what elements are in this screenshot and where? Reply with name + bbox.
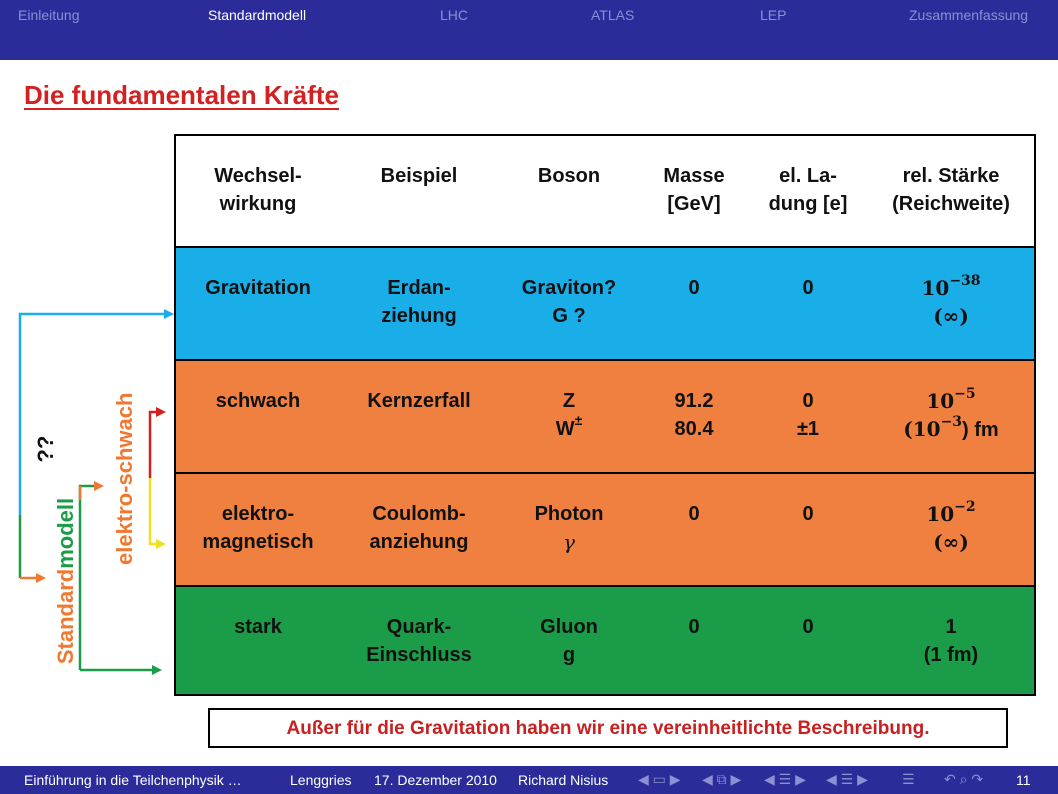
summary-note-box: [208, 708, 1008, 748]
standard-bracket-line: [80, 486, 98, 670]
header-boson: Boson: [537, 165, 601, 187]
arrow-head-standard: [36, 573, 46, 583]
nav-item-standardmodell[interactable]: Standardmodell: [208, 7, 307, 23]
nav-item-lep[interactable]: LEP: [760, 7, 787, 23]
header-example: Beispiel: [380, 165, 458, 187]
arrow-head-strong: [152, 665, 162, 675]
footer-author: Richard Nisius: [518, 772, 609, 788]
table-row-gravitation: Gravitation Erdan- ziehung Graviton? G ? 0 0 $10^{-38}$ (∞): [176, 248, 1034, 361]
nav-prev-subsection-icon[interactable]: ◀ ⧉ ▶: [702, 771, 742, 787]
footer-course: Einführung in die Teilchenphysik …: [24, 772, 242, 788]
nav-item-atlas[interactable]: ATLAS: [591, 7, 635, 23]
forces-table: [174, 134, 1036, 696]
electroweak-bracket-line: [150, 412, 158, 478]
force-grouping-arrows: [0, 300, 180, 690]
electroweak-label: elektro-schwach: [112, 392, 137, 565]
standard-model-label: Standardmodell: [53, 497, 78, 665]
arrow-head-electroweak: [94, 481, 104, 491]
arrow-head-em: [156, 539, 166, 549]
nav-prev-section-icon[interactable]: ◀ ☰ ▶: [764, 771, 806, 787]
nav-prev-frame-icon[interactable]: ◀ ▭ ▶: [638, 771, 681, 787]
nav-item-zusammenfassung[interactable]: Zusammenfassung: [909, 7, 1029, 23]
header-interaction: Wechsel- wirkung: [214, 165, 302, 215]
summary-note-text: Außer für die Gravitation haben wir eine vereinheitlichte Beschreibung.: [286, 718, 930, 739]
slide-title: Die fundamentalen Kräfte: [24, 80, 339, 110]
top-navigation: [0, 0, 1058, 60]
header-strength: rel. Stärke (Reichweite): [892, 165, 1010, 215]
nav-item-lhc[interactable]: LHC: [440, 7, 469, 23]
nav-section-icon[interactable]: ◀ ☰ ▶: [826, 771, 868, 787]
footer-date: 17. Dezember 2010: [374, 772, 497, 788]
footer-bar: [0, 766, 1058, 794]
header-mass: Masse [GeV]: [663, 165, 725, 215]
footer-location: Lenggries: [290, 772, 352, 788]
header-charge: el. La- dung [e]: [768, 165, 848, 215]
table-row-stark: stark Quark- Einschluss Gluon g 0 0 1 (1 fm): [176, 587, 1034, 694]
arrow-head-gravity: [164, 309, 174, 319]
nav-toc-icon[interactable]: ☰: [902, 771, 915, 787]
table-row-schwach: schwach Kernzerfall Z W± 91.2 80.4 0 ±1 $10^{-5}$ $(10^{-3})$ fm: [176, 361, 1034, 474]
nav-search-back-forward-icon[interactable]: ↶ ⌕ ↷: [944, 771, 984, 787]
unknown-unification-label: ??: [33, 435, 58, 463]
nav-item-einleitung[interactable]: Einleitung: [18, 7, 80, 23]
table-row-elektromagnetisch: elektro- magnetisch Coulomb- anziehung Photon γ 0 0 $10^{-2}$ (∞): [176, 474, 1034, 587]
table-header-row: [176, 136, 1034, 248]
footer-page-number: 11: [1016, 772, 1031, 788]
arrow-head-weak: [156, 407, 166, 417]
